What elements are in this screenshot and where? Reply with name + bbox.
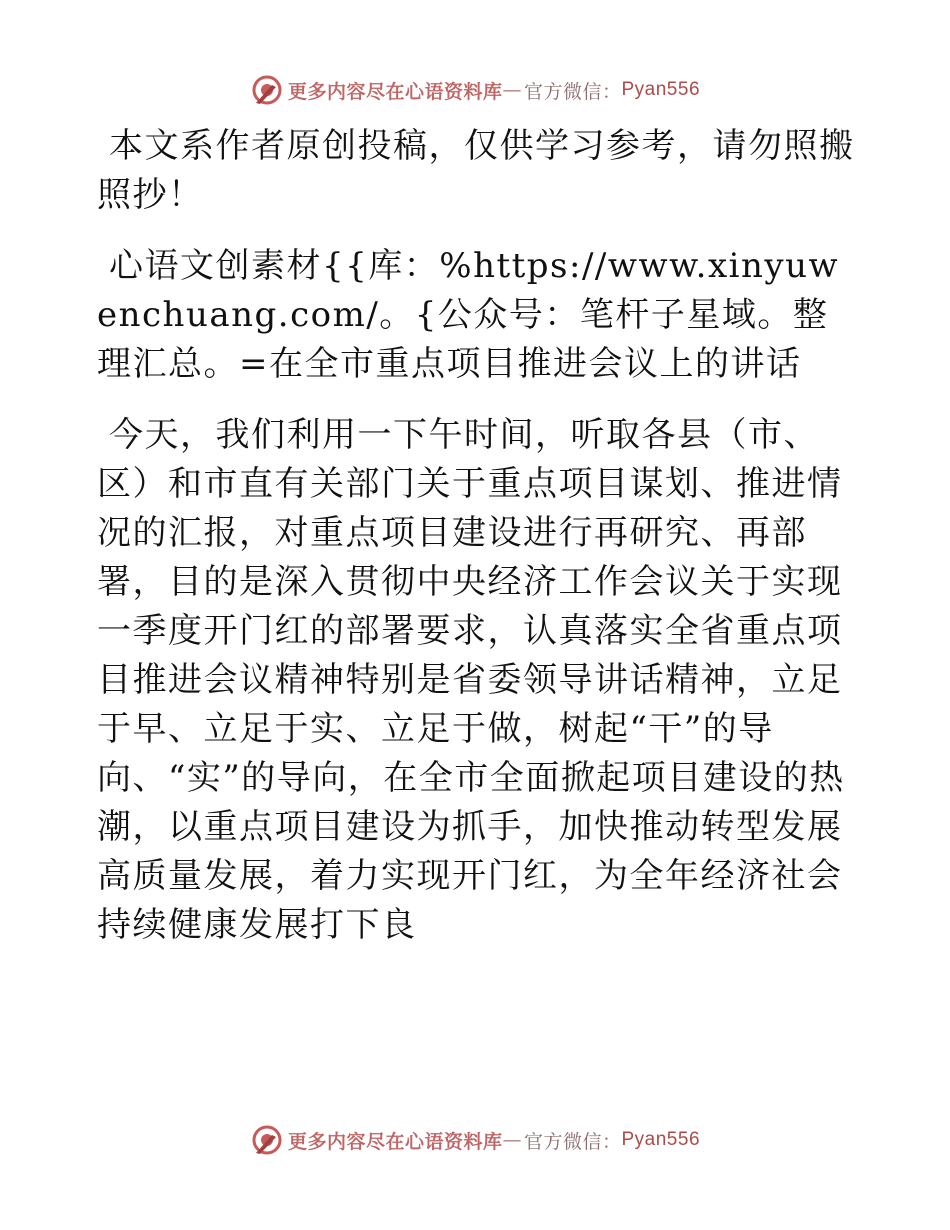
- watermark-wechat-label: 官方微信：: [523, 1130, 622, 1153]
- watermark-separator: —: [502, 1129, 522, 1151]
- watermark-separator: —: [502, 79, 522, 101]
- pen-logo-icon: [250, 73, 284, 107]
- copyright-notice: [97, 122, 857, 220]
- body-paragraph: [97, 411, 857, 950]
- header-watermark: [0, 70, 950, 110]
- source-and-title-text: 心语文创素材{{库：%https://www.xinyuwenchuang.com/。{公众号：笔杆子星域。整理汇总。=在全市重点项目推进会议上的讲话: [97, 246, 840, 384]
- footer-watermark: [0, 1120, 950, 1160]
- pen-logo-icon: [250, 1123, 284, 1157]
- document-body: [97, 122, 857, 950]
- watermark-wechat-label: 官方微信：: [523, 80, 622, 103]
- watermark-wechat-id: Pyan556: [621, 79, 701, 100]
- watermark-brand-text: 更多内容尽在心语资料库: [287, 1130, 503, 1153]
- watermark-brand-text: 更多内容尽在心语资料库: [287, 80, 503, 103]
- copyright-notice-text: 本文系作者原创投稿，仅供学习参考，请勿照搬照抄！: [97, 126, 855, 215]
- body-paragraph-text: 今天，我们利用一下午时间，听取各县（市、区）和市直有关部门关于重点项目谋划、推进情况的汇报，对重点项目建设进行再研究、再部署，目的是深入贯彻中央经济工作会议关于实现一季度开门红的部署要求，认真落实全省重点项目推进会议精神特别是省委领导讲话精神，立足于早、立足于实、立足于做，树起“干”的导向、“实”的导向，在全市全面掀起项目建设的热潮，以重点项目建设为抓手，加快推动转型发展高质量发展，着力实现开门红，为全年经济社会持续健康发展打下良: [97, 415, 845, 945]
- source-and-title: [97, 242, 857, 389]
- watermark-wechat-id: Pyan556: [621, 1129, 701, 1150]
